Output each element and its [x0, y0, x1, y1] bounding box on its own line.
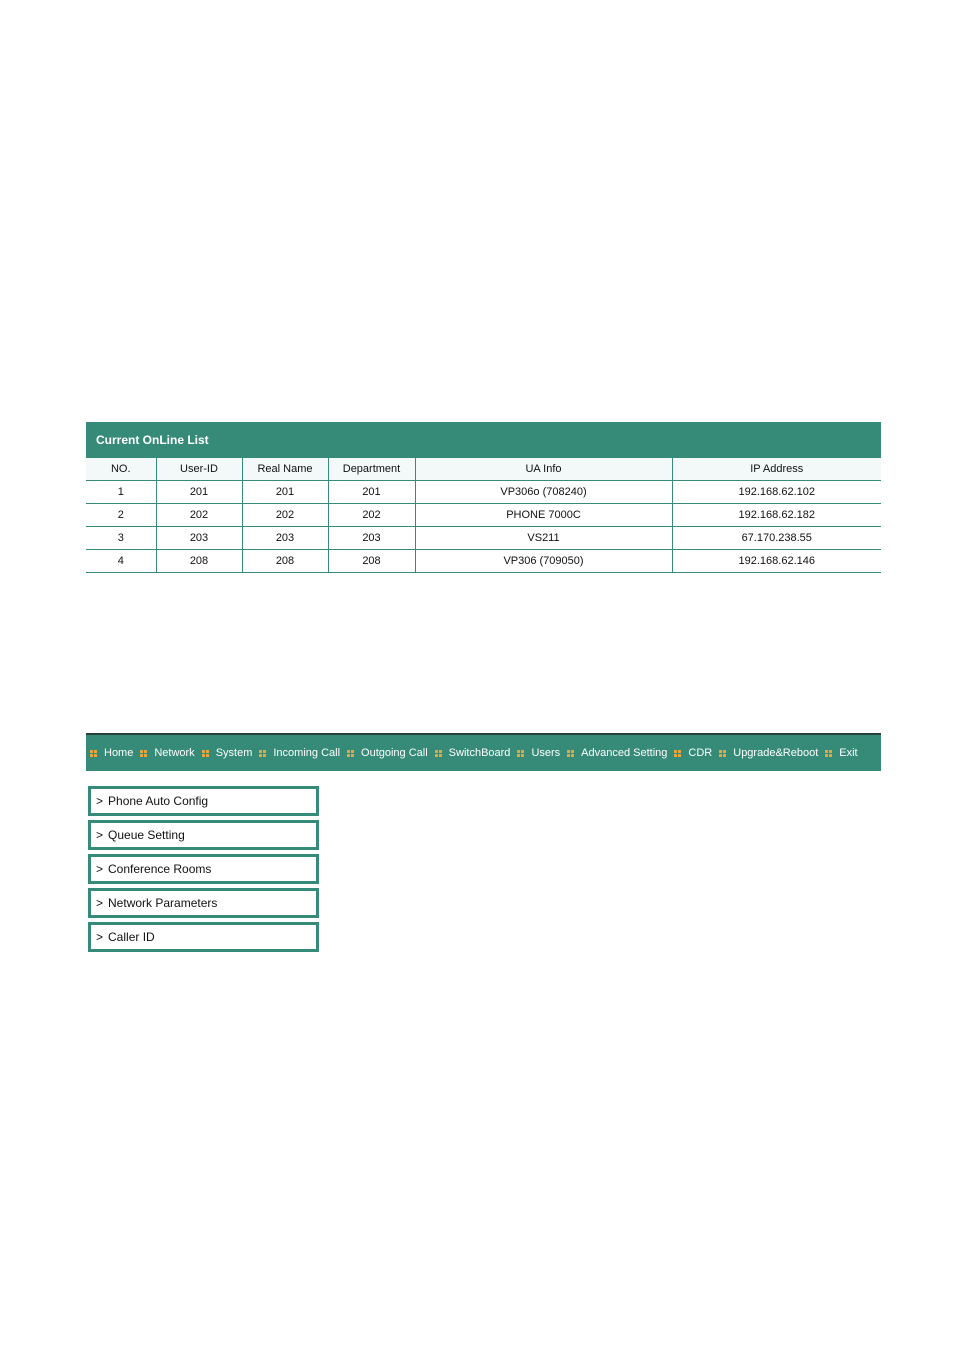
bullet-icon	[517, 750, 524, 757]
side-item-conference-rooms[interactable]	[88, 854, 319, 884]
cell-ua-info: VP306o (708240)	[415, 481, 672, 504]
cell-real-name: 208	[242, 550, 328, 573]
chevron-right-icon: >	[96, 794, 104, 808]
cell-department: 203	[328, 527, 415, 550]
nav-item-switchboard[interactable]	[435, 747, 511, 759]
side-item-queue-setting[interactable]	[88, 820, 319, 850]
nav-item-users[interactable]	[517, 747, 560, 759]
bullet-icon	[140, 750, 147, 757]
cell-department: 201	[328, 481, 415, 504]
cell-ip-address: 192.168.62.146	[672, 550, 881, 573]
cell-user-id: 203	[156, 527, 242, 550]
nav-item-system[interactable]	[202, 747, 253, 759]
nav-item-label: System	[215, 747, 253, 759]
bullet-icon	[202, 750, 209, 757]
nav-item-outgoing-call[interactable]	[347, 747, 428, 759]
cell-no: 2	[86, 504, 156, 527]
cell-no: 3	[86, 527, 156, 550]
cell-real-name: 201	[242, 481, 328, 504]
side-item-label: Queue Setting	[108, 828, 185, 842]
online-list-panel	[86, 422, 881, 573]
cell-department: 202	[328, 504, 415, 527]
main-nav-bar	[86, 733, 881, 771]
nav-item-label: Users	[531, 747, 561, 759]
column-header-ip-address: IP Address	[672, 458, 881, 481]
bullet-icon	[674, 750, 681, 757]
cell-user-id: 201	[156, 481, 242, 504]
nav-item-cdr[interactable]	[674, 747, 712, 759]
nav-item-label: SwitchBoard	[448, 747, 511, 759]
cell-no: 4	[86, 550, 156, 573]
side-menu	[88, 786, 319, 956]
nav-item-label: Home	[104, 747, 134, 759]
column-header-department: Department	[328, 458, 415, 481]
nav-item-network[interactable]	[140, 747, 194, 759]
cell-ip-address: 192.168.62.182	[672, 504, 881, 527]
chevron-right-icon: >	[96, 862, 104, 876]
bullet-icon	[435, 750, 442, 757]
bullet-icon	[825, 750, 832, 757]
side-item-phone-auto-config[interactable]	[88, 786, 319, 816]
chevron-right-icon: >	[96, 930, 104, 944]
cell-user-id: 208	[156, 550, 242, 573]
cell-ip-address: 67.170.238.55	[672, 527, 881, 550]
bullet-icon	[719, 750, 726, 757]
chevron-right-icon: >	[96, 896, 104, 910]
cell-ip-address: 192.168.62.102	[672, 481, 881, 504]
nav-item-label: Upgrade&Reboot	[733, 747, 819, 759]
table-header-row	[86, 458, 881, 481]
bullet-icon	[347, 750, 354, 757]
nav-item-incoming-call[interactable]	[259, 747, 340, 759]
side-item-label: Network Parameters	[108, 896, 218, 910]
cell-ua-info: VS211	[415, 527, 672, 550]
column-header-no: NO.	[86, 458, 156, 481]
nav-item-home[interactable]	[90, 747, 133, 759]
side-item-label: Phone Auto Config	[108, 794, 209, 808]
table-row	[86, 550, 881, 573]
bullet-icon	[567, 750, 574, 757]
chevron-right-icon: >	[96, 828, 104, 842]
nav-item-label: CDR	[688, 747, 713, 759]
column-header-ua-info: UA Info	[415, 458, 672, 481]
cell-ua-info: VP306 (709050)	[415, 550, 672, 573]
nav-item-label: Incoming Call	[273, 747, 341, 759]
nav-item-upgrade-reboot[interactable]	[719, 747, 818, 759]
cell-ua-info: PHONE 7000C	[415, 504, 672, 527]
bullet-icon	[90, 750, 97, 757]
nav-item-advanced-setting[interactable]	[567, 747, 667, 759]
table-row	[86, 504, 881, 527]
table-row	[86, 527, 881, 550]
cell-real-name: 203	[242, 527, 328, 550]
side-item-label: Conference Rooms	[108, 862, 212, 876]
cell-real-name: 202	[242, 504, 328, 527]
side-item-label: Caller ID	[108, 930, 155, 944]
cell-user-id: 202	[156, 504, 242, 527]
side-item-network-parameters[interactable]	[88, 888, 319, 918]
nav-item-label: Advanced Setting	[581, 747, 668, 759]
column-header-real-name: Real Name	[242, 458, 328, 481]
cell-department: 208	[328, 550, 415, 573]
table-row	[86, 481, 881, 504]
online-list-table	[86, 458, 881, 573]
bullet-icon	[259, 750, 266, 757]
nav-item-label: Network	[154, 747, 195, 759]
nav-item-exit[interactable]	[825, 747, 857, 759]
nav-item-label: Exit	[839, 747, 858, 759]
side-item-caller-id[interactable]	[88, 922, 319, 952]
cell-no: 1	[86, 481, 156, 504]
column-header-user-id: User-ID	[156, 458, 242, 481]
nav-item-label: Outgoing Call	[361, 747, 428, 759]
online-list-title: Current OnLine List	[86, 422, 881, 458]
